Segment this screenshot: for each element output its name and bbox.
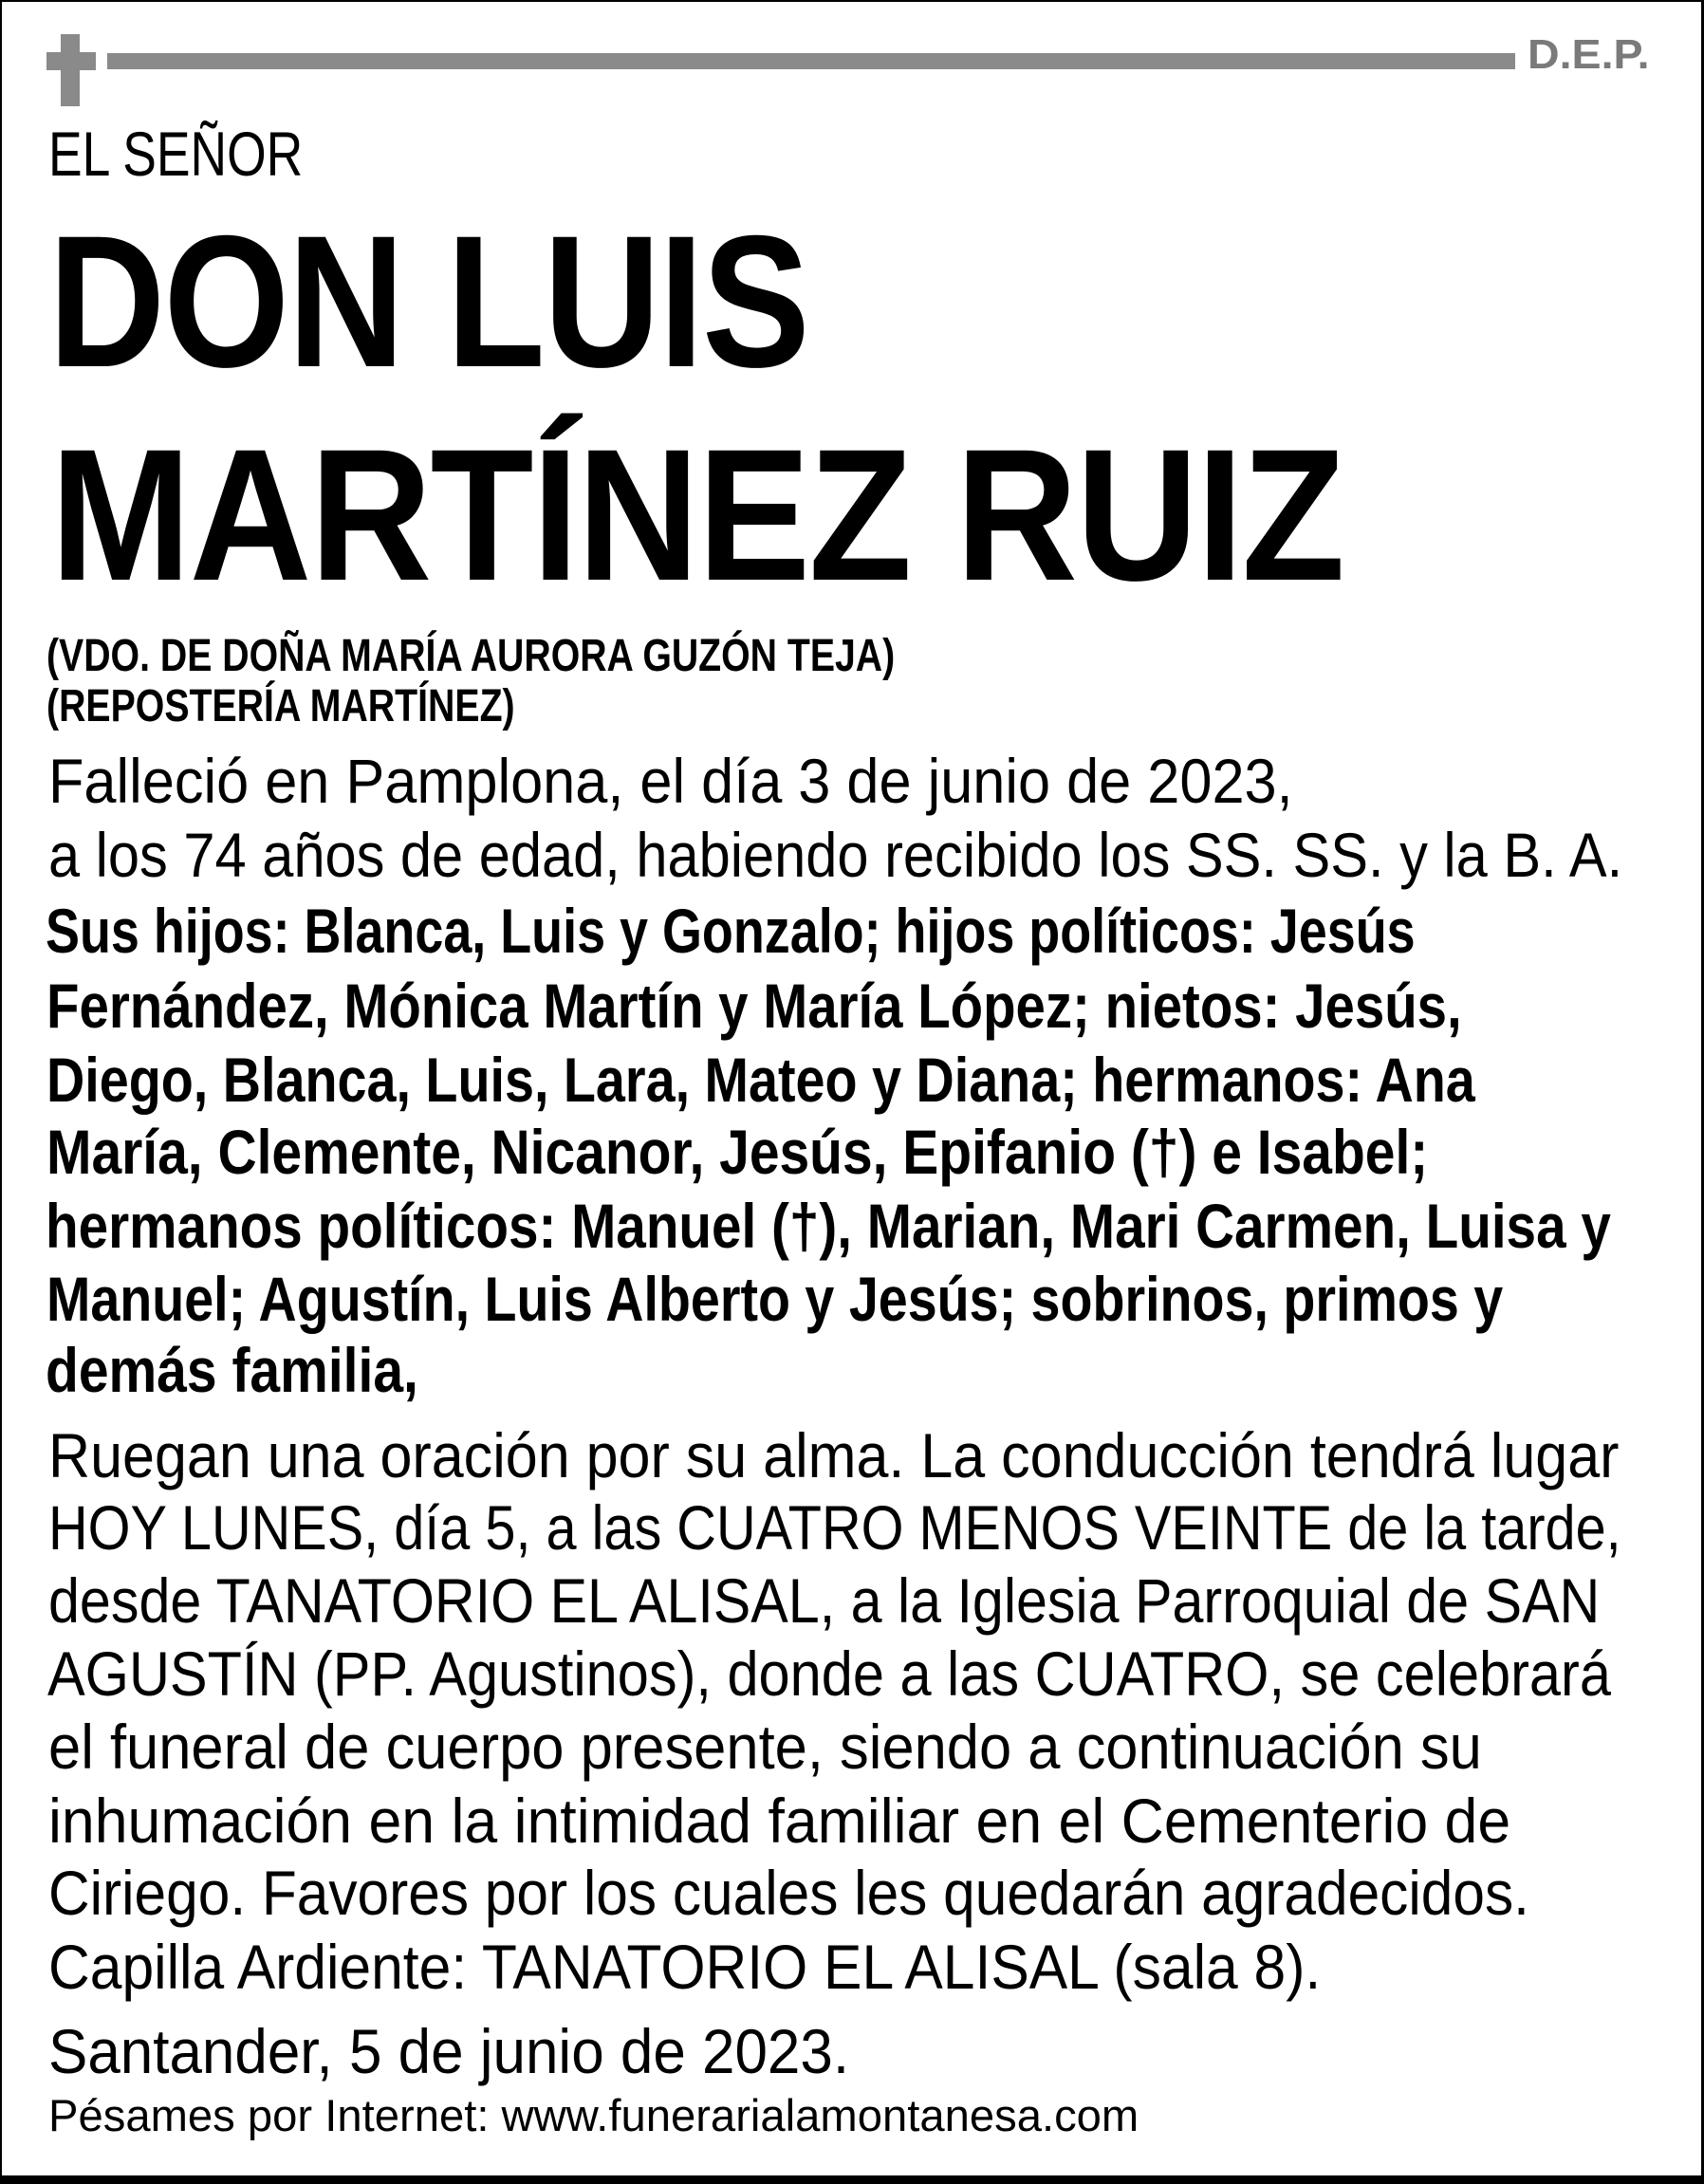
place-and-date: Santander, 5 de junio de 2023.: [48, 2016, 850, 2086]
widower-note: (VDO. DE DOÑA MARÍA AURORA GUZÓN TEJA): [46, 631, 896, 681]
deceased-name-line-1: DON LUIS: [48, 196, 809, 406]
ceremony-line: AGUSTÍN (PP. Agustinos), donde a las CUATRO, se celebrará: [47, 1638, 1611, 1709]
ceremony-line: Ruegan una oración por su alma. La conducción tendrá lugar: [48, 1420, 1620, 1490]
deceased-name-line-2: MARTÍNEZ RUIZ: [50, 410, 1343, 620]
cross-icon-horizontal-bar: [46, 52, 96, 70]
family-line: Fernández, Mónica Martín y María López; nietos: Jesús,: [46, 971, 1462, 1041]
family-line: Diego, Blanca, Luis, Lara, Mateo y Diana; hermanos: Ana: [46, 1045, 1475, 1115]
ceremony-line: desde TANATORIO EL ALISAL, a la Iglesia Parroquial de SAN: [48, 1565, 1601, 1636]
ceremony-line: el funeral de cuerpo presente, siendo a continuación su: [48, 1712, 1482, 1782]
rip-label: D.E.P.: [1528, 31, 1650, 78]
family-line: demás familia,: [46, 1335, 418, 1405]
condolences-link[interactable]: Pésames por Internet: www.funerarialamontanesa.com: [48, 2090, 1139, 2140]
family-line: María, Clemente, Nicanor, Jesús, Epifanio (†) e Isabel;: [46, 1117, 1429, 1187]
family-line: Sus hijos: Blanca, Luis y Gonzalo; hijos políticos: Jesús: [46, 896, 1416, 966]
ceremony-line: HOY LUNES, día 5, a las CUATRO MENOS VEINTE de la tarde,: [48, 1492, 1621, 1563]
title-prefix: EL SEÑOR: [48, 119, 304, 189]
family-line: hermanos políticos: Manuel (†), Marian, Mari Carmen, Luisa y: [46, 1191, 1611, 1261]
family-line: Manuel; Agustín, Luis Alberto y Jesús; sobrinos, primos y: [46, 1264, 1504, 1334]
announcement-line: Falleció en Pamplona, el día 3 de junio de 2023,: [48, 746, 1293, 816]
ceremony-line: inhumación en la intimidad familiar en el Cementerio de: [48, 1786, 1511, 1856]
ceremony-line: Ciriego. Favores por los cuales les quedarán agradecidos.: [48, 1858, 1529, 1928]
business-note: (REPOSTERÍA MARTÍNEZ): [46, 681, 515, 731]
header-rule: [107, 53, 1515, 69]
announcement-line: a los 74 años de edad, habiendo recibido los SS. SS. y la B. A.: [48, 820, 1623, 890]
ceremony-line: Capilla Ardiente: TANATORIO EL ALISAL (sala 8).: [48, 1932, 1322, 2002]
cross-icon-vertical-bar: [61, 34, 80, 106]
